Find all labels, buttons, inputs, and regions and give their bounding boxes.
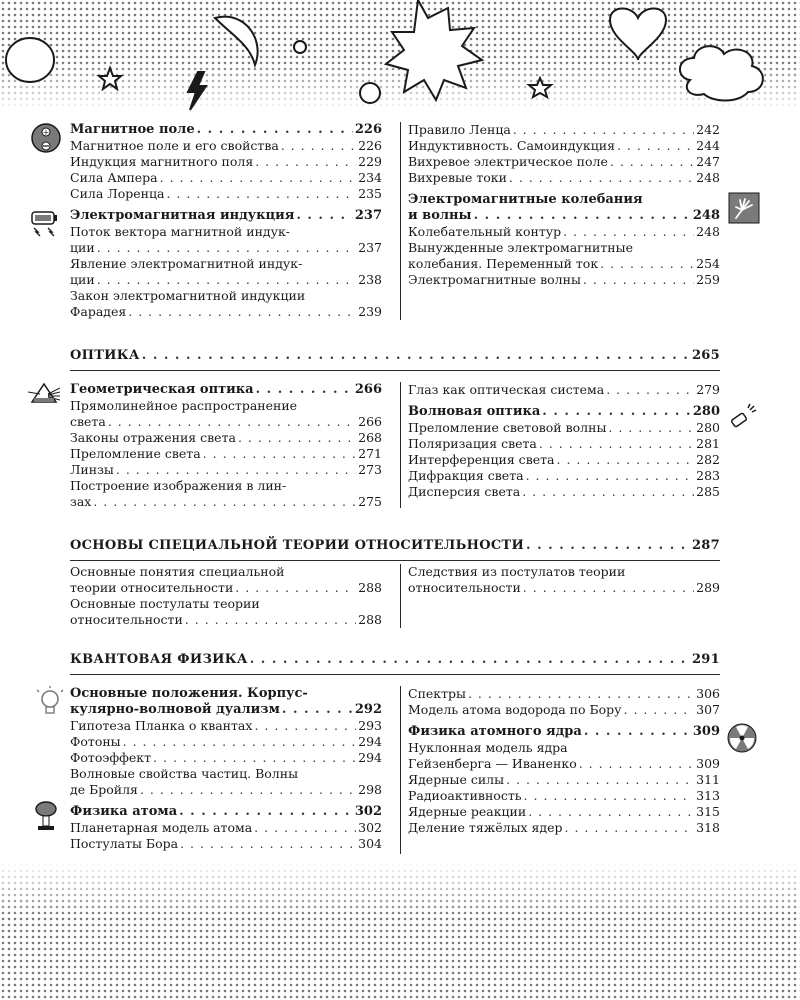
toc-item[interactable]: колебания. Переменный ток . . . 254 [408, 256, 720, 272]
section-rule [70, 674, 720, 675]
toc-item[interactable]: ции . . . 237 [70, 240, 382, 256]
section-rule [70, 370, 720, 371]
toc-item-line[interactable]: Вынужденные электромагнитные [408, 240, 633, 255]
toc-item[interactable]: Преломление световой волны . . . 280 [408, 420, 720, 436]
prism-icon [28, 378, 60, 410]
toc-item[interactable]: Правило Ленца . . . 242 [408, 122, 720, 138]
column-divider [400, 564, 401, 628]
toc-left-electromagnetism [70, 122, 382, 320]
toc-left-relativity [70, 564, 382, 628]
toc-item[interactable]: Колебательный контур . . . 248 [408, 224, 720, 240]
toc-heading[interactable]: Геометрическая оптика . . . 266 [70, 382, 382, 398]
toc-heading[interactable]: Физика атома . . . 302 [70, 804, 382, 820]
toc-item[interactable]: Индуктивность. Самоиндукция . . . 244 [408, 138, 720, 154]
toc-heading[interactable]: Магнитное поле . . . 226 [70, 122, 382, 138]
toc-item[interactable]: Радиоактивность . . . 313 [408, 788, 720, 804]
section-quantum[interactable] [70, 652, 720, 668]
section-page: 265 [691, 348, 720, 363]
toc-item[interactable]: де Бройля . . . 298 [70, 782, 382, 798]
toc-item[interactable]: света . . . 266 [70, 414, 382, 430]
toc-item-line[interactable]: Закон электромагнитной индукции [70, 288, 306, 303]
toc-item[interactable]: теории относительности . . . 288 [70, 580, 382, 596]
section-relativity[interactable] [70, 538, 720, 554]
toc-item[interactable]: Фотоэффект . . . 294 [70, 750, 382, 766]
toc-item[interactable]: Гейзенберга — Иваненко . . . 309 [408, 756, 720, 772]
section-rule [70, 560, 720, 561]
toc-item-line[interactable]: Прямолинейное распространение [70, 398, 298, 413]
section-title: ОПТИКА [70, 348, 140, 363]
toc-heading[interactable]: Физика атомного ядра . . . 309 [408, 724, 720, 740]
toc-item[interactable]: Дисперсия света . . . 285 [408, 484, 720, 500]
toc-item[interactable]: ции . . . 238 [70, 272, 382, 288]
toc-left-quantum [70, 686, 382, 852]
toc-left-optics [70, 382, 382, 510]
toc-item[interactable]: Планетарная модель атома . . . 302 [70, 820, 382, 836]
toc-right-quantum [408, 686, 720, 836]
toc-item[interactable]: Электромагнитные волны . . . 259 [408, 272, 720, 288]
toc-item[interactable]: Ядерные реакции . . . 315 [408, 804, 720, 820]
section-title: КВАНТОВАЯ ФИЗИКА [70, 652, 248, 667]
section-title: ОСНОВЫ СПЕЦИАЛЬНОЙ ТЕОРИИ ОТНОСИТЕЛЬНОСТИ [70, 538, 525, 553]
toc-item-line[interactable]: Нуклонная модель ядра [408, 740, 568, 755]
toc-item-line[interactable]: Основные понятия специальной [70, 564, 285, 579]
toc-item[interactable]: Фотоны . . . 294 [70, 734, 382, 750]
battery-icon [28, 206, 60, 238]
toc-item-line[interactable]: Явление электромагнитной индук- [70, 256, 303, 271]
toc-right-optics [408, 382, 720, 500]
toc-item[interactable]: относительности . . . 288 [70, 612, 382, 628]
radiation-icon [726, 722, 758, 754]
toc-item[interactable]: Вихревые токи . . . 248 [408, 170, 720, 186]
section-page: 291 [691, 652, 720, 667]
toc-item[interactable]: Постулаты Бора . . . 304 [70, 836, 382, 852]
section-page: 287 [691, 538, 720, 553]
toc-item[interactable]: Сила Ампера . . . 234 [70, 170, 382, 186]
magnet-icon [30, 122, 62, 154]
toc-item[interactable]: Глаз как оптическая система . . . 279 [408, 382, 720, 398]
toc-item[interactable]: Спектры . . . 306 [408, 686, 720, 702]
microscope-icon [30, 800, 62, 832]
toc-right-electromagnetism [408, 122, 720, 288]
toc-heading-line[interactable]: Основные положения. Корпус- [70, 686, 308, 701]
toc-item[interactable]: относительности . . . 289 [408, 580, 720, 596]
toc-item[interactable]: Фарадея . . . 239 [70, 304, 382, 320]
toc-item[interactable]: Преломление света . . . 271 [70, 446, 382, 462]
lightbulb-icon [34, 686, 66, 718]
toc-item-line[interactable]: Основные постулаты теории [70, 596, 260, 611]
toc-item-line[interactable]: Волновые свойства частиц. Волны [70, 766, 299, 781]
toc-item[interactable]: Деление тяжёлых ядер . . . 318 [408, 820, 720, 836]
toc-item[interactable]: Сила Лоренца . . . 235 [70, 186, 382, 202]
section-optics[interactable] [70, 348, 720, 364]
toc-heading[interactable]: Электромагнитная индукция . . . 237 [70, 208, 382, 224]
column-divider [400, 382, 401, 508]
toc-item-line[interactable]: Поток вектора магнитной индук- [70, 224, 290, 239]
toc-item[interactable]: Индукция магнитного поля . . . 229 [70, 154, 382, 170]
toc-right-relativity [408, 564, 720, 596]
toc-item[interactable]: зах . . . 275 [70, 494, 382, 510]
bottom-halftone-banner [0, 862, 800, 1000]
column-divider [400, 122, 401, 320]
toc-item-line[interactable]: Следствия из постулатов теории [408, 564, 626, 579]
toc-item[interactable]: Дифракция света . . . 283 [408, 468, 720, 484]
toc-heading[interactable]: и волны . . . 248 [408, 208, 720, 224]
flashlight-icon [726, 402, 758, 434]
toc-heading-line[interactable]: Электромагнитные колебания [408, 192, 643, 207]
toc-heading[interactable]: Волновая оптика . . . 280 [408, 404, 720, 420]
toc-item[interactable]: Магнитное поле и его свойства . . . 226 [70, 138, 382, 154]
hand-xray-icon [728, 192, 760, 224]
svg-text:+: + [42, 128, 50, 137]
toc-item[interactable]: Ядерные силы . . . 311 [408, 772, 720, 788]
toc-item[interactable]: Вихревое электрическое поле . . . 247 [408, 154, 720, 170]
comic-decorations-top [0, 0, 800, 112]
toc-item[interactable]: Модель атома водорода по Бору . . . 307 [408, 702, 720, 718]
toc-item[interactable]: Линзы . . . 273 [70, 462, 382, 478]
toc-heading[interactable]: кулярно-волновой дуализм . . . 292 [70, 702, 382, 718]
toc-item[interactable]: Гипотеза Планка о квантах . . . 293 [70, 718, 382, 734]
toc-item-line[interactable]: Построение изображения в лин- [70, 478, 287, 493]
toc-item[interactable]: Поляризация света . . . 281 [408, 436, 720, 452]
toc-item[interactable]: Законы отражения света . . . 268 [70, 430, 382, 446]
column-divider [400, 686, 401, 854]
toc-item[interactable]: Интерференция света . . . 282 [408, 452, 720, 468]
